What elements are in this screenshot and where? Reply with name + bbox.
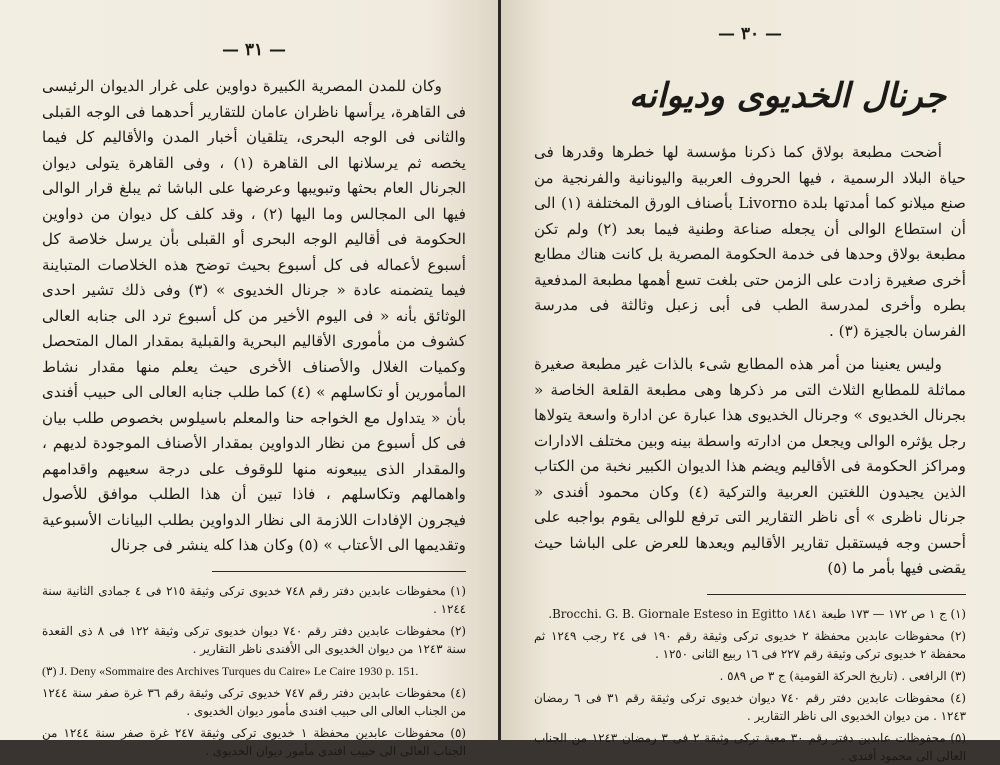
footnote: (٢) محفوظات عابدين محفظة ٢ خديوى تركى وثيقة رقم ١٩٠ فى ٢٤ رجب ١٢٤٩ ثم محفظة ٢ خديوى تركى وثيقة رقم ٢٢٧ فى ١٦ ربيع الثانى ١٢٥٠ .: [534, 628, 966, 661]
paragraph: وكان للمدن المصرية الكبيرة دواوين على غرار الديوان الرئيسى فى القاهرة، يرأسها ناظران عامان للتقارير أحدهما فى الوجه القبلى والثانى فى الوجه البحرى، يتلقيان أخبار المدن والأقاليم كل فيما يخصه ثم يرسلانها الى القاهرة (١) ، وفى القاهرة يتولى ديوان الجرنال العام بحثها وتبويبها وعرضها على الباشا ثم يبلغ قرار الوالى فيها الى المجالس وما اليها (٢) ، وقد كلف كل ديوان من دواوين الحكومة فى أقاليم الوجه البحرى أو القبلى بأن يرسل خلاصة كل أسبوع لأعماله فى كل أسبوع بحيث توضح هذه الخلاصات المتباينة فيما يتضمنه عادة « جرنال الخديوى » (٣) وفى ذلك تشير احدى الوثائق بأنه « فى اليوم الأخير من كل أسبوع ترد الى جنابه العالى كشوف من مأمورى الأقاليم البحرية والقبلية بمقدار المال المتحصل وكميات الغلال والأصناف الأخرى حيث يعلم منها مقدار نشاط المأمورين أو تكاسلهم » (٤) كما طلب جنابه العالى الى حبيب أفندى بأن « يتداول مع الخواجه حنا والمعلم باسيلوس بخصوص طلب بيان فى كل أسبوع من نظار الدواوين بمقدار الأصناف الموجودة لديهم ، والمقدار الذى يبيعونه منها للوقوف على درجة سعيهم واقدامهم واهمالهم وتكاسلهم ، فاذا تبين أن هذا الطلب موافق للأصول فيجرون الإفادات اللازمة الى نظار الدواوين بطلب البيانات الأسبوعية وتقديمها الى الأعتاب » (٥) وكان هذا كله ينشر فى جرنال: [42, 77, 467, 554]
footnote-divider: [212, 571, 466, 572]
footnote: (٣) الرافعى . (تاريخ الحركة القومية) ج ٣ ص ٥٨٩ .: [719, 668, 966, 683]
footnote: (١) محفوظات عابدين دفتر رقم ٧٤٨ خديوى تركى وثيقة ٢١٥ فى ٤ جمادى الثانية سنة ١٢٤٤ .: [42, 583, 466, 616]
right-page: [500, 0, 1000, 763]
footnote: (٤) محفوظات عابدين دفتر رقم ٧٤٧ خديوى تركى وثيقة رقم ٣٦ غرة صفر سنة ١٢٤٤ من الجناب العالى الى حبيب افندى مأمور ديوان الخديوى .: [42, 685, 466, 718]
paragraph: أضحت مطبعة بولاق كما ذكرنا مؤسسة لها خطرها وقدرها فى حياة البلاد الرسمية ، فيها الحروف العربية واليونانية والفرنجية من صنع ميلانو كما أمدتها بلدة Livorno بأصناف الورق المختلفة (١) الى أن استطاع الوالى أن يجعله صناعة وطنية فيما بعد (٢) ولم تكن مطبعة بولاق وحدها فى خدمة الحكومة المصرية بل كانت هناك مطابع أخرى صغيرة زادت على الزمن حتى بلغت تسع أهمها مطبعة المدفعية بطره وأخرى لمدرسة الطب فى أبى زعبل وثالثة فى مدرسة الفرسان بالجيزة (٣) .: [534, 143, 967, 340]
footnote: (٥) محفوظات عابدين دفتر رقم ٣٠ معية تركى وثيقة ٢ فى ٣ رمضان ١٢٤٣ من الجناب العالى الى محمود أفندى .: [534, 730, 966, 763]
chapter-title: جرنال الخديوى وديوانه: [629, 76, 946, 116]
footnote: (٥) محفوظات عابدين محفظة ١ خديوى تركى وثيقة ٢٤٧ غرة صفر سنة ١٢٤٤ من الجناب العالى الى حبيب افندى مأمور ديوان الخديوى .: [42, 725, 466, 758]
footnote-divider: [707, 594, 966, 595]
page-number: — ٣٠ —: [717, 24, 783, 44]
footnote: (١) ج ١ ص ١٧٢ — ١٧٣ طبعة ١٨٤١ Brocchi. G. B. Giornale Esteso in Egitto.: [548, 606, 966, 621]
page-number: — ٣١ —: [221, 40, 287, 60]
left-page: [0, 0, 500, 758]
footnotes: [534, 605, 966, 765]
body-text: [42, 74, 466, 559]
book-gutter: [498, 0, 501, 740]
body-text: [534, 140, 966, 582]
footnote: (٤) محفوظات عابدين دفتر رقم ٧٤٠ ديوان خديوى تركى وثيقة رقم ٣١ فى ٦ رمضان ١٢٤٣ . من ديوان الخديوى الى ناظر التقارير .: [534, 690, 966, 723]
footnotes: [42, 582, 466, 760]
footnote: (٢) محفوظات عابدين دفتر رقم ٧٤٠ ديوان خديوى تركى وثيقة ١٢٢ فى ٨ ذى القعدة سنة ١٢٤٣ من ديوان الخديوى الى الأفندى ناظر التقارير .: [42, 623, 466, 656]
footnote: (٣) J. Deny «Sommaire des Archives Turques du Caire» Le Caire 1930 p. 151.: [42, 663, 419, 678]
paragraph: وليس يعنينا من أمر هذه المطابع شىء بالذات غير مطبعة صغيرة مماثلة للمطابع الثلاث التى مر ذكرها وهى مطبعة القلعة الخاصة « بجرنال الخديوى » وجرنال الخديوى هذا عبارة عن ادارة واسعة يتولاها رجل يؤثره الوالى ويجعل من ادارته واسطة بينه وبين مختلف الادارات ومراكز الحكومة فى الأقاليم ويضم هذا الديوان الكبير نخبة من الكتاب الذين يجيدون اللغتين العربية والتركية (٤) وكان محمود أفندى « جرنال ناظرى » أى ناظر التقارير التى ترفع للوالى يقوم بواجبه على أحسن وجه فيستقبل تقارير الأقاليم ويعدها للعرض على الباشا حيث يقضى فيها بأمر ما (٥): [534, 355, 967, 577]
